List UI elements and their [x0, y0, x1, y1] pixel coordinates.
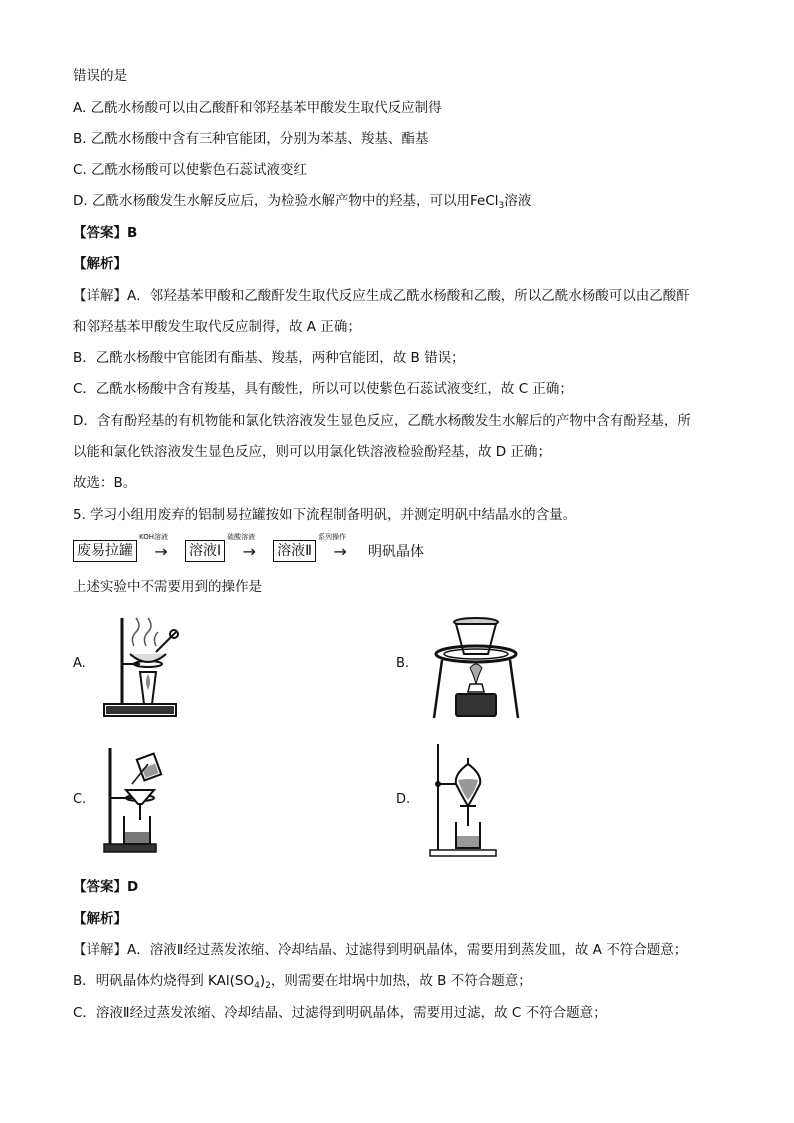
q5-detail-2-text: B．明矾晶体灼烧得到 KAl(SO — [73, 973, 255, 989]
q5-answer: 【答案】D — [73, 879, 139, 895]
q5-detail-line-1: 【详解】A．溶液Ⅱ经过蒸发浓缩、冷却结晶、过滤得到明矾晶体，需要用到蒸发皿，故 A 不符合题意； — [73, 942, 688, 958]
q5-detail-line-3: C．溶液Ⅱ经过蒸发浓缩、冷却结晶、过滤得到明矾晶体，需要用过滤，故 C 不符合题意； — [73, 1005, 607, 1021]
q4-detail-line-5: D．含有酚羟基的有机物能和氯化铁溶液发生显色反应，乙酰水杨酸发生水解后的产物中含有酚羟基，所 — [73, 413, 691, 429]
arrow-right-icon: → — [333, 541, 347, 561]
evaporation-apparatus-icon — [100, 612, 190, 720]
q4-option-d-formula: FeCl — [469, 193, 499, 209]
flow-box-solution-1: 溶液Ⅰ — [185, 540, 225, 562]
q4-answer: 【答案】B — [73, 225, 138, 241]
flow-box-cans: 废易拉罐 — [73, 540, 137, 562]
flow-arrow-1 — [139, 532, 183, 561]
q5-stem: 5. 学习小组用废弃的铝制易拉罐按如下流程制备明矾，并测定明矾中结晶水的含量。 — [73, 507, 577, 523]
filtration-apparatus-icon — [100, 744, 184, 856]
q4-conclusion: 故选：B。 — [73, 475, 137, 491]
flow-arrow-3 — [318, 532, 362, 561]
q5-question: 上述实验中不需要用到的操作是 — [73, 579, 262, 595]
option-b-label: B. — [396, 656, 410, 671]
flow-operation-3: 系列操作 — [318, 532, 347, 541]
option-a-label: A. — [73, 656, 86, 671]
q4-option-d-suffix: 溶液 — [504, 193, 532, 209]
q5-detail-line-2 — [73, 971, 532, 996]
q4-detail-line-1: 【详解】A．邻羟基苯甲酸和乙酸酐发生取代反应生成乙酰水杨酸和乙酸，所以乙酰水杨酸可以由乙酸酐 — [73, 288, 690, 304]
q4-option-b: B. 乙酰水杨酸中含有三种官能团，分别为苯基、羧基、酯基 — [73, 131, 429, 147]
q4-stem-tail: 错误的是 — [73, 68, 127, 84]
q5-detail-2-subscript-2: 2 — [265, 981, 271, 991]
process-flow — [73, 532, 425, 564]
q5-detail-2-paren: ) — [259, 973, 266, 989]
q5-detail-2-subscript-4: 4 — [254, 981, 260, 991]
q4-option-c: C. 乙酰水杨酸可以使紫色石蕊试液变红 — [73, 162, 308, 178]
arrow-right-icon: → — [154, 541, 168, 561]
flow-product: 明矾晶体 — [368, 544, 425, 560]
q4-option-d — [73, 191, 531, 216]
flow-box-solution-2: 溶液Ⅱ — [273, 540, 316, 562]
q4-analysis-heading: 【解析】 — [73, 256, 127, 272]
option-c-label: C. — [73, 792, 87, 807]
option-d-label: D. — [396, 792, 411, 807]
q5-detail-2-suffix: ，则需要在坩埚中加热，故 B 不符合题意； — [270, 973, 532, 989]
separatory-funnel-icon — [426, 740, 506, 860]
q4-detail-line-4: C．乙酰水杨酸中含有羧基，具有酸性，所以可以使紫色石蕊试液变红，故 C 正确； — [73, 381, 573, 397]
flow-reagent-2: 硫酸溶液 — [227, 532, 256, 541]
q4-detail-line-2: 和邻羟基苯甲酸发生取代反应制得，故 A 正确； — [73, 319, 361, 335]
crucible-heating-icon — [426, 610, 526, 722]
q4-detail-line-3: B．乙酰水杨酸中官能团有酯基、羧基，两种官能团，故 B 错误； — [73, 350, 465, 366]
q4-option-d-subscript: 3 — [498, 201, 505, 211]
q4-detail-line-6: 以能和氯化铁溶液发生显色反应，则可以用氯化铁溶液检验酚羟基，故 D 正确； — [73, 444, 551, 460]
flow-reagent-1: KOH溶液 — [139, 532, 168, 541]
arrow-right-icon: → — [242, 541, 256, 561]
q4-option-a: A. 乙酰水杨酸可以由乙酸酐和邻羟基苯甲酸发生取代反应制得 — [73, 100, 442, 116]
q5-analysis-heading: 【解析】 — [73, 911, 127, 927]
q4-option-d-text: D. 乙酰水杨酸发生水解反应后，为检验水解产物中的羟基，可以用 — [73, 193, 470, 209]
flow-arrow-2 — [227, 532, 271, 561]
